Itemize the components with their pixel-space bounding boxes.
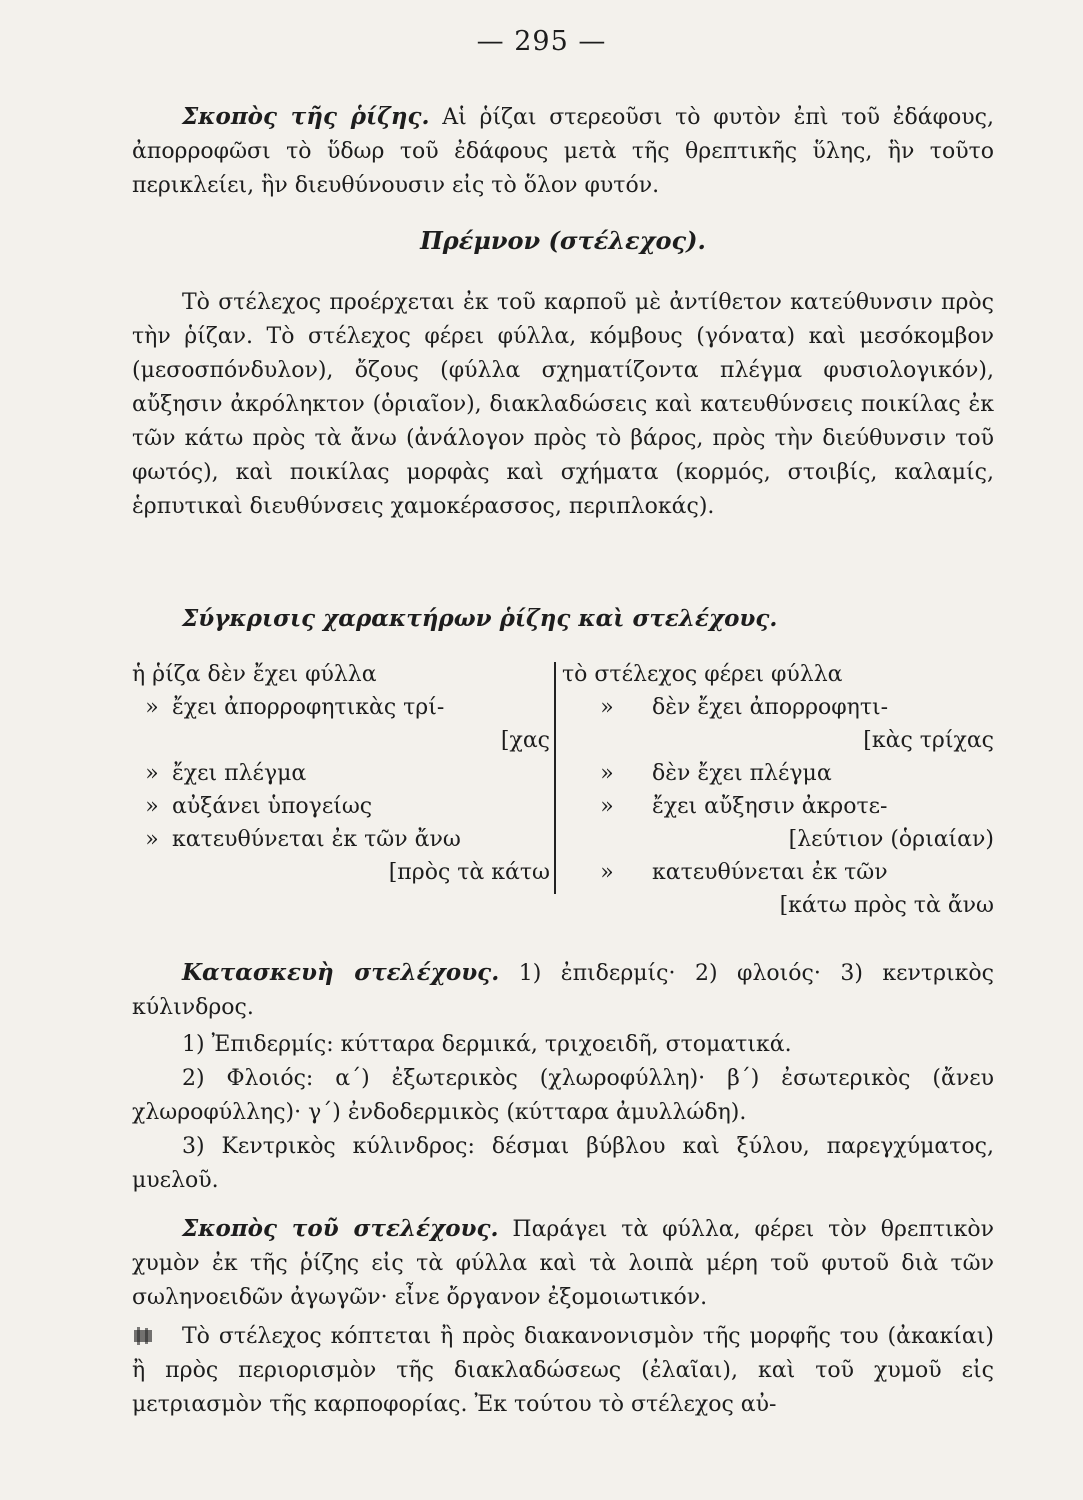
comparison-title-wrap	[132, 602, 994, 637]
comparison-left-row: [χας	[500, 728, 550, 753]
paragraph-stem-structure	[132, 956, 994, 1025]
text-stem-purpose: Παράγει τὰ φύλλα, φέρει τὸν θρεπτικὸν χυμὸν ἐκ τῆς ῥίζης εἰς τὰ φύλλα καὶ τὰ λοιπὰ μέρη τοῦ φυτοῦ διὰ τῶν σωληνοειδῶν ἀγωγῶν· εἶνε ὄργανον ἐξομοιωτικόν.	[132, 1217, 994, 1310]
paragraph-stem-description: Τὸ στέλεχος προέρχεται ἐκ τοῦ καρποῦ μὲ ἀντίθετον κατεύθυνσιν πρὸς τὴν ῥίζαν. Τὸ στέλεχος φέρει φύλλα, κόμβους (γόνατα) καὶ μεσόκομβον (μεσοσπόνδυλον), ὄζους (φύλλα σχηματίζοντα πλέγμα φυσιολογικόν), αὔξησιν ἀκρόληκτον (ὁριαῖον), διακλαδώσεις καὶ κατευθύνσεις ποικίλας ἐκ τῶν κάτω πρὸς τὰ ἄνω (ἀνάλογον πρὸς τὸ βάρος, πρὸς τὴν διεύθυνσιν τοῦ φωτός), καὶ ποικίλας μορφὰς καὶ σχήματα (κορμός, στοιβίς, καλαμίς, ἑρπυτικαὶ διευθύνσεις χαμοκέρασσος, περιπλοκάς).	[132, 290, 994, 519]
comparison-left-row: » ἔχει πλέγμα	[145, 761, 307, 786]
comparison-left-row: » αὐξάνει ὑπογείως	[145, 794, 373, 819]
comparison-table	[132, 658, 994, 918]
heading-stem-purpose: Σκοπὸς τοῦ στελέχους.	[182, 1215, 499, 1242]
text-root-purpose: Αἱ ῥίζαι στερεοῦσι τὸ φυτὸν ἐπὶ τοῦ ἐδάφους, ἀπορροφῶσι τὸ ὕδωρ τοῦ ἐδάφους μετὰ τῆς θρεπτικῆς ὕλης, ἣν τοῦτο περικλείει, ἣν διευθύνουσιν εἰς τὸ ὅλον φυτόν.	[132, 105, 994, 198]
comparison-title: Σύγκρισις χαρακτήρων ῥίζης καὶ στελέχους.	[182, 605, 778, 632]
comparison-right-row: » ἔχει αὔξησιν ἀκροτε-	[600, 794, 888, 819]
comparison-left-row: » ἔχει ἀπορροφητικὰς τρί-	[145, 695, 445, 720]
comparison-right-row: [λεύτιον (ὁριαίαν)	[788, 827, 994, 852]
comparison-right-row: » κατευθύνεται ἐκ τῶν	[600, 860, 888, 885]
comparison-right-row: [κάτω πρὸς τὰ ἄνω	[779, 893, 994, 918]
comparison-left-row: [πρὸς τὰ κάτω	[388, 860, 550, 885]
comparison-right-row: » δὲν ἔχει ἀπορροφητι-	[600, 695, 889, 720]
structure-list	[132, 1028, 994, 1198]
paragraph-stem-pruning: Τὸ στέλεχος κόπτεται ἢ πρὸς διακανονισμὸν τῆς μορφῆς του (ἀκακίαι) ἢ πρὸς περιορισμὸν τῆς διακλαδώσεως (ἐλαῖαι), καὶ τοῦ χυμοῦ εἰς μετριασμὸν τῆς καρποφορίας. Ἐκ τούτου τὸ στέλεχος αὐ-	[132, 1324, 994, 1417]
comparison-left-row: ἡ ῥίζα δὲν ἔχει φύλλα	[132, 662, 377, 687]
comparison-right-row: [κὰς τρίχας	[863, 728, 994, 753]
text-stem-structure: 1) ἐπιδερμίς· 2) φλοιός· 3) κεντρικὸς κύλινδρος.	[132, 961, 994, 1020]
paragraph-stem-purpose	[132, 1212, 994, 1315]
comparison-right-row: » δὲν ἔχει πλέγμα	[600, 761, 832, 786]
list-item: 1) Ἐπιδερμίς: κύτταρα δερμικά, τριχοειδῆ, στοματικά.	[182, 1032, 792, 1057]
comparison-right-row: τὸ στέλεχος φέρει φύλλα	[562, 662, 843, 687]
comparison-stem-column	[562, 658, 994, 922]
heading-stem-structure: Κατασκευὴ στελέχους.	[182, 959, 500, 986]
heading-root-purpose: Σκοπὸς τῆς ῥίζης.	[182, 103, 430, 130]
comparison-divider	[554, 662, 556, 894]
list-item: 3) Κεντρικὸς κύλινδρος: δέσμαι βύβλου καὶ ξύλου, παρεγχύματος, μυελοῦ.	[132, 1134, 994, 1193]
comparison-left-row: » κατευθύνεται ἐκ τῶν ἄνω	[145, 827, 461, 852]
list-item: 2) Φλοιός: α΄) ἐξωτερικὸς (χλωροφύλλη)· β΄) ἐσωτερικὸς (ἄνευ χλωροφύλλης)· γ΄) ἐνδοδερμικὸς (κύτταρα ἀμυλλώδη).	[132, 1066, 994, 1125]
page-number: — 295 —	[476, 26, 607, 57]
paragraph-root-purpose	[132, 100, 994, 203]
section-title-stem: Πρέμνον (στέλεχος).	[420, 226, 706, 255]
comparison-root-column	[132, 658, 550, 889]
